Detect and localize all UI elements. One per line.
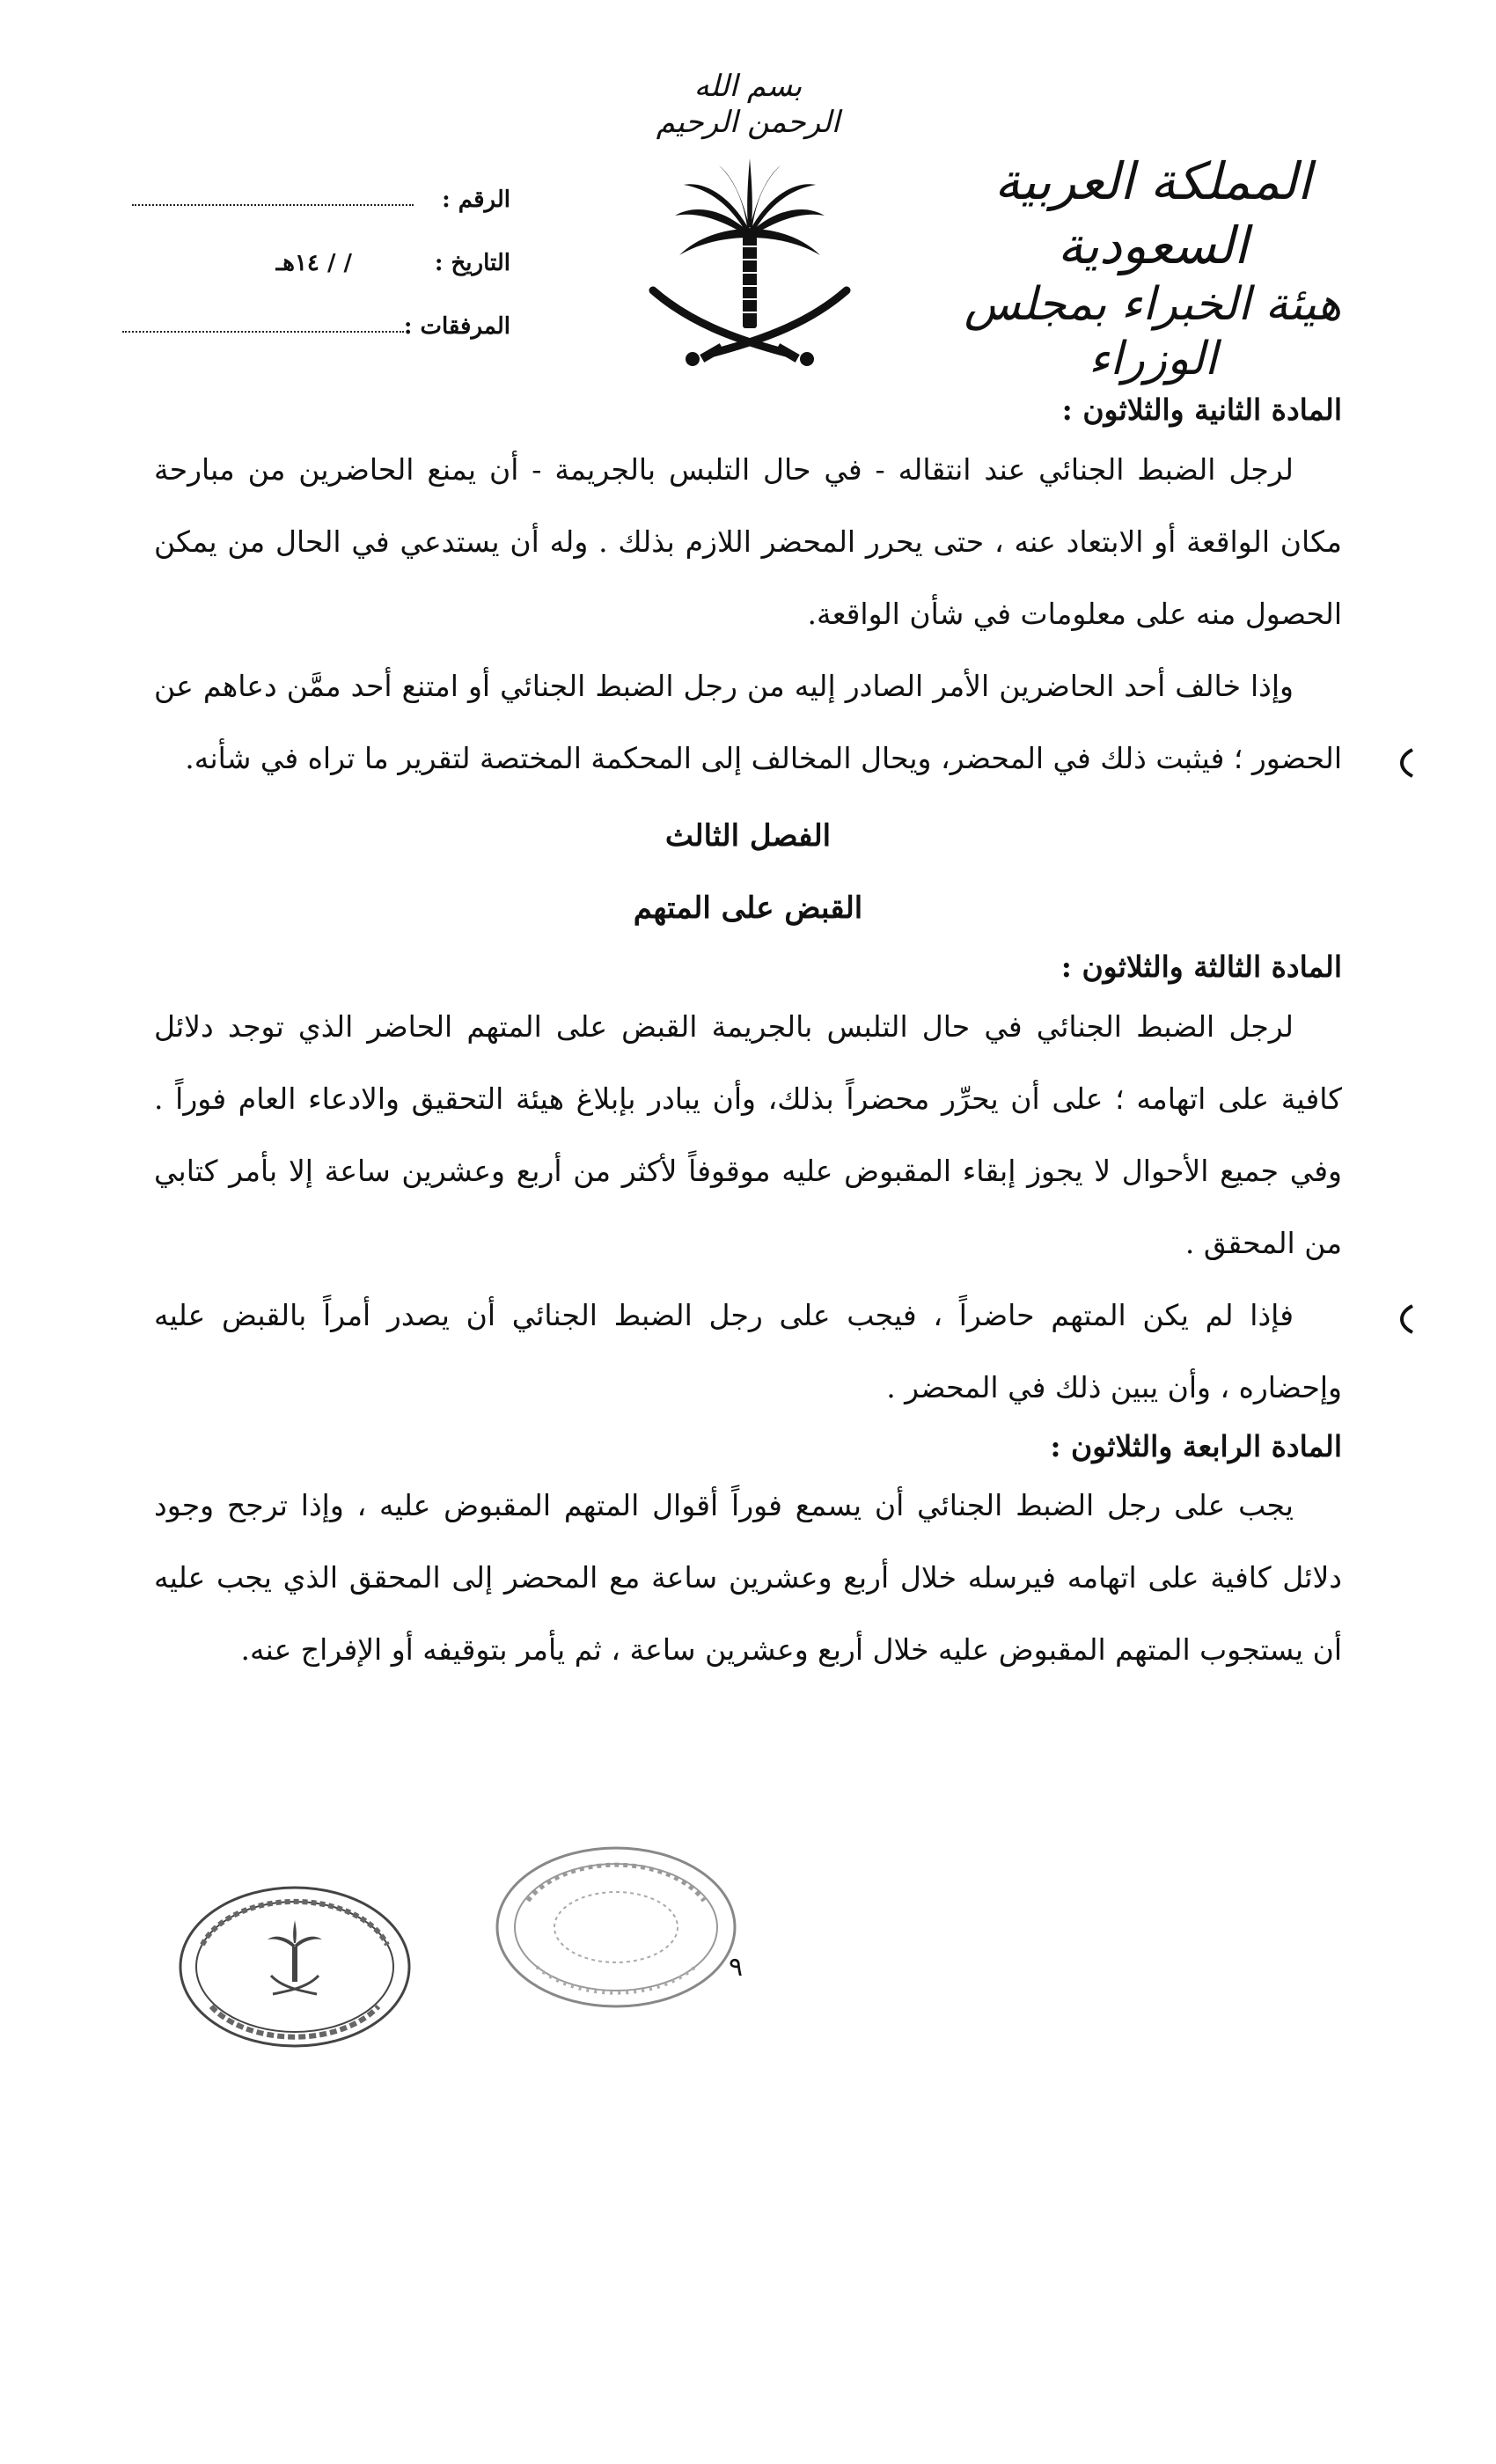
margin-mark-icon [1395, 748, 1418, 778]
ref-number-label: الرقم : [442, 187, 510, 213]
article-34-paragraph-1: يجب على رجل الضبط الجنائي أن يسمع فوراً أقوال المتهم المقبوض عليه ، وإذا ترجح وجود دلائل كافية على اتهامه فيرسله خلال أربع وعشرين ساعة مع المحضر إلى المحقق الذي يجب عليه أن يستجوب المتهم المقبوض عليه خلال أربع وعشرين ساعة ، ثم يأمر بتوقيفه أو الإفراج عنه. [154, 1488, 1343, 1668]
ref-date-row [88, 213, 510, 276]
organization-name [942, 150, 1364, 387]
ref-number-row [88, 150, 510, 213]
authority-name: هيئة الخبراء بمجلس الوزراء [964, 278, 1342, 386]
letterhead [0, 0, 1496, 386]
page-number: ٩ [729, 1952, 744, 1983]
document-body [154, 387, 1342, 1686]
circular-stamp [493, 1844, 739, 2011]
saudi-emblem-icon [644, 150, 855, 370]
ref-date-value: / / ١٤هـ [275, 250, 352, 276]
article-33-paragraph-2: فإذا لم يكن المتهم حاضراً ، فيجب على رجل الضبط الجنائي أن يصدر أمراً بالقبض عليه وإحضاره ، وأن يبين ذلك في المحضر . [154, 1297, 1342, 1404]
article-33-paragraph-1: لرجل الضبط الجنائي في حال التلبس بالجريمة القبض على المتهم الحاضر الذي توجد دلائل كافية على اتهامه ؛ على أن يحرِّر محضراً بذلك، وأن يبادر بإبلاغ هيئة التحقيق والادعاء العام فوراً . وفي جميع الأحوال لا يجوز إبقاء المقبوض عليه موقوفاً لأكثر من أربع وعشرين ساعة إلا بأمر كتابي من المحقق . [154, 1008, 1342, 1260]
article-32-title: المادة الثانية والثلاثون : [1061, 392, 1342, 427]
ref-attachments-line [122, 330, 404, 333]
reference-block [88, 150, 510, 340]
article-34-title: المادة الرابعة والثلاثون : [1050, 1428, 1342, 1463]
kingdom-name: المملكة العربية السعودية [994, 151, 1312, 275]
ref-number-line [132, 203, 414, 206]
article-32-paragraph-1: لرجل الضبط الجنائي عند انتقاله - في حال التلبس بالجريمة - أن يمنع الحاضرين من مبارحة مكان الواقعة أو الابتعاد عنه ، حتى يحرر المحضر اللازم بذلك . وله أن يستدعي في الحال من يمكن الحصول منه على معلومات في شأن الواقعة. [154, 451, 1342, 631]
basmala: بسم الله الرحمن الرحيم [656, 69, 840, 140]
ref-attachments-label: المرفقات : [403, 313, 510, 340]
article-32-paragraph-2: وإذا خالف أحد الحاضرين الأمر الصادر إليه من رجل الضبط الجنائي أو امتنع أحد ممَّن دعاهم عن الحضور ؛ فيثبت ذلك في المحضر، ويحال المخالف إلى المحكمة المختصة لتقرير ما تراه في شأنه. [154, 668, 1342, 775]
ref-date-label: التاريخ : [434, 250, 510, 276]
margin-mark-icon [1395, 1304, 1418, 1334]
chapter-title: الفصل الثالث [664, 818, 832, 854]
article-33-title: المادة الثالثة والثلاثون : [1060, 949, 1342, 984]
official-seal-stamp [176, 1883, 414, 2050]
ref-attachments-row [88, 276, 510, 340]
chapter-subtitle: القبض على المتهم [633, 890, 863, 926]
